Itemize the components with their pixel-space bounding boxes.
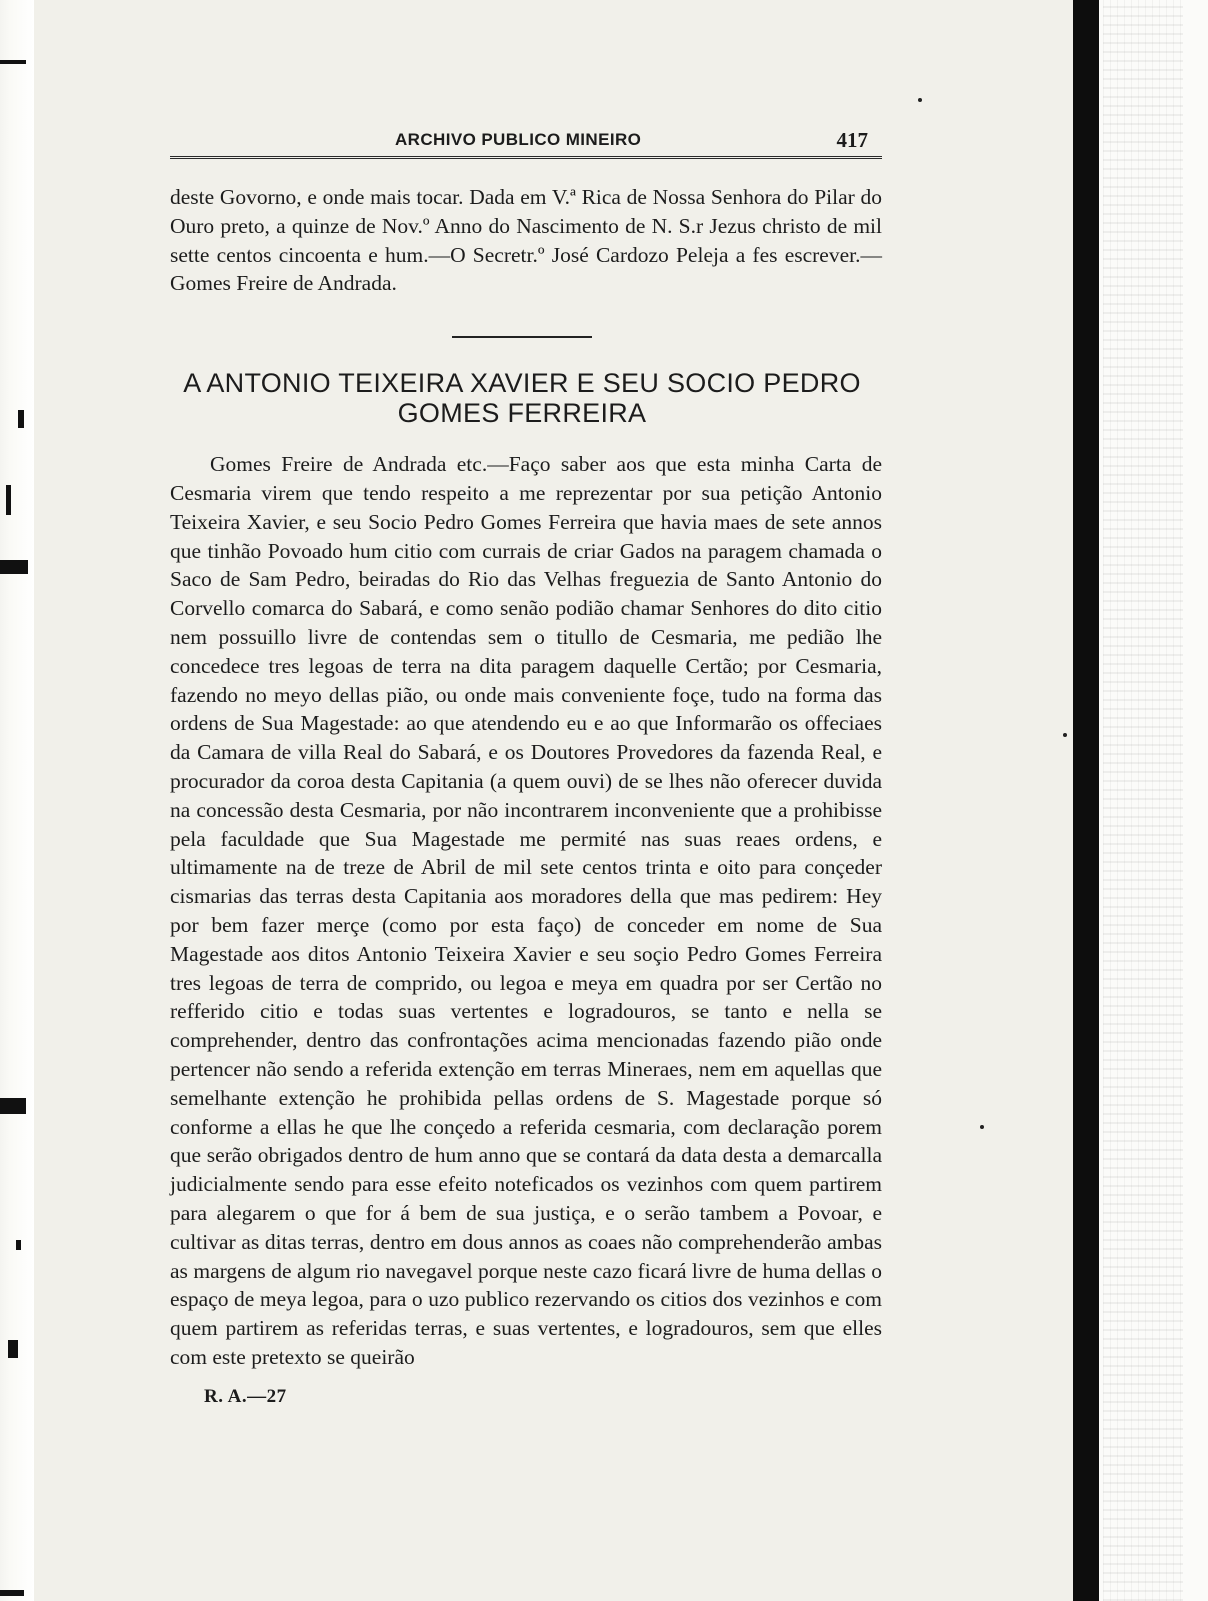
- right-scan-margin: [1073, 0, 1208, 1601]
- carry-over-paragraph: deste Govorno, e onde mais tocar. Dada em V.ª Rica de Nossa Senhora do Pilar do Ouro preto, a quinze de Nov.º Anno do Nascimento de N. S.r Jezus christo de mil sette centos cincoenta e hum.—O Secretr.º José Cardozo Peleja a fes escrever.—Gomes Freire de Andrada.: [170, 185, 882, 296]
- binding-mark: [16, 1240, 21, 1250]
- main-paragraph: Gomes Freire de Andrada etc.—Faço saber aos que esta minha Carta de Cesmaria virem que tendo respeito a me reprezentar por sua petição Antonio Teixeira Xavier, e seu Socio Pedro Gomes Ferreira que havia maes de sete annos que tinhão Povoado hum citio com currais de criar Gados na paragem chamada o Saco de Sam Pedro, beiradas do Rio das Velhas freguezia de Santo Antonio do Corvello comarca do Sabará, e como senão podião chamar Senhores do dito citio nem possuillo livre de contendas sem o titullo de Cesmaria, me pedião lhe concedece tres legoas de terra na dita paragem daquelle Certão; por Cesmaria, fazendo no meyo dellas pião, ou onde mais conveniente foçe, tudo na forma das ordens de Sua Magestade: ao que atendendo eu e ao que Informarão os offeciaes da Camara de villa Real do Sabará, e os Doutores Provedores da fazenda Real, e procurador da coroa desta Capitania (a quem ouvi) de se lhes não oferecer duvida na concessão desta Cesmaria, por não incontrarem inconveniente que a prohibisse pela faculdade que Sua Magestade me permité nas suas reaes ordens, e ultimamente na de treze de Abril de mil sete centos trinta e oito para conçeder cismarias das terras desta Capitania aos moradores della que mas pedirem: Hey por bem fazer merçe (como por esta faço) de conceder em nome de Sua Magestade aos ditos Antonio Teixeira Xavier e seu soçio Pedro Gomes Ferreira tres legoas de terra de comprido, ou legoa e meya em quadra por ser Certão no refferido citio e todas suas vertentes e logradouros, se tanto e nella se comprehender, dentro das confrontações acima mencionadas fazendo pião onde pertencer não sendo a referida extenção em terras Mineraes, nem em aquellas que semelhante extenção he prohibida pellas ordens de S. Magestade porque só conforme a ellas he que lhe conçedo a referida cesmaria, com declaração porem que serão obrigados dentro de hum anno que se contará da data desta a demarcalla judicialmente sendo para esse efeito noteficados os vezinhos com quem partirem para alegarem o que for á bem de sua justiça, e o serão tambem a Povoar, e cultivar as ditas terras, dentro em dous annos as coaes não comprehenderão ambas as margens de algum rio navegavel porque neste cazo ficará livre de huma dellas o espaço de meya legoa, para o uzo publico rezervando os citios dos vezinhos e com quem partirem as referidas terras, e suas vertentes, e logradouros, sem que elles com este pretexto se queirão: [170, 452, 882, 1369]
- page-number: 417: [836, 128, 868, 152]
- section-title-line-1: A ANTONIO TEIXEIRA XAVIER E SEU SOCIO PEDRO: [183, 368, 861, 399]
- binding-mark: [0, 60, 26, 64]
- speck: [980, 1125, 984, 1129]
- binding-mark: [18, 410, 24, 428]
- running-head: ARCHIVO PUBLICO MINEIRO: [395, 130, 642, 149]
- scan-noise: [1103, 0, 1183, 1601]
- page-binding-edge: [0, 0, 34, 1601]
- binding-mark: [0, 1590, 24, 1596]
- signature-mark: R. A.—27: [204, 1385, 287, 1407]
- section-separator: [452, 336, 592, 338]
- section-title: [162, 368, 882, 428]
- binding-mark: [0, 1098, 26, 1114]
- binding-mark: [8, 1340, 18, 1358]
- page-header: [170, 120, 882, 159]
- speck: [918, 98, 922, 102]
- document-page: [170, 120, 882, 1408]
- binding-mark: [6, 485, 11, 515]
- speck: [1063, 733, 1067, 737]
- scan-shadow-bar: [1073, 0, 1099, 1601]
- binding-mark: [0, 560, 28, 574]
- section-title-line-2: GOMES FERREIRA: [397, 398, 647, 429]
